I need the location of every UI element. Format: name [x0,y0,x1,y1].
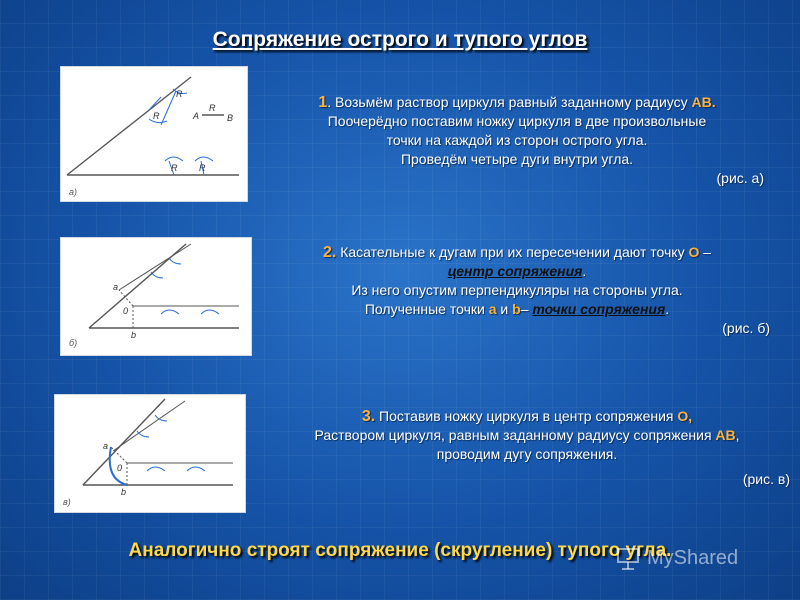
step2-number: 2. [322,244,337,261]
figure-c [54,394,246,513]
bottom-note: Аналогично строят сопряжение (скругление) тупого угла. [128,540,672,561]
points-term: точки сопряжения [532,301,666,317]
center-term: центр сопряжения [447,263,583,279]
step1-ab: АВ. [691,94,716,110]
fig-a-seg-a: А [193,111,200,121]
fig-b-point-b: b [131,330,137,340]
page-title: Сопряжение острого и тупого углов [212,28,588,51]
fig-a-r3: R [171,163,178,173]
fig-c-label: в) [63,497,71,507]
step1-text: 1. Возьмём раствор циркуля равный заданному радиусу АВ. Поочерёдно поставим ножку циркуля в две произвольные точки на каждой из сторон острого угла. Проведём четыре дуги внутри угла. (рис. а) [262,93,772,188]
step2-text: 2. Касательные к дугам при их пересечении дают точку О – центр сопряжения. Из него опустим перпендикуляры на стороны угла. Полученные точки а и b– точки сопряжения. (рис. б) [262,243,772,338]
fig-c-point-b: b [121,487,127,497]
fig-a-label: а) [69,187,78,197]
step1-ref: (рис. а) [716,170,764,186]
fig-b-label: б) [69,338,78,348]
step3-o: О, [677,408,693,424]
step2-o: О [688,244,700,260]
fig-b-point-a: а [113,282,119,292]
fig-a-r1: R [176,89,183,99]
fig-c-point-a: а [103,441,109,451]
step1-number: 1 [318,94,328,111]
watermark [615,543,785,573]
fig-a-r2: R [153,111,160,121]
watermark-text: MyShared [647,546,739,569]
step3-number: 3. [361,408,376,425]
fig-a-seg-b: В [227,113,234,123]
figure-b [60,237,252,356]
step3-text: 3. Поставив ножку циркуля в центр сопряжения О, Раствором циркуля, равным заданному радиусу сопряжения АВ, проводим дугу сопряжения. (рис. в) [262,407,792,489]
step3-ref: (рис. в) [742,471,790,487]
step3-ab: АВ [715,427,736,443]
presentation-icon [615,545,641,571]
fig-a-seg-r: R [209,103,216,113]
step2-ref: (рис. б) [722,320,770,336]
fig-b-point-o: 0 [123,306,129,316]
fig-c-point-o: 0 [117,463,123,473]
fig-a-r4: R [199,163,206,173]
figure-a [60,66,248,202]
